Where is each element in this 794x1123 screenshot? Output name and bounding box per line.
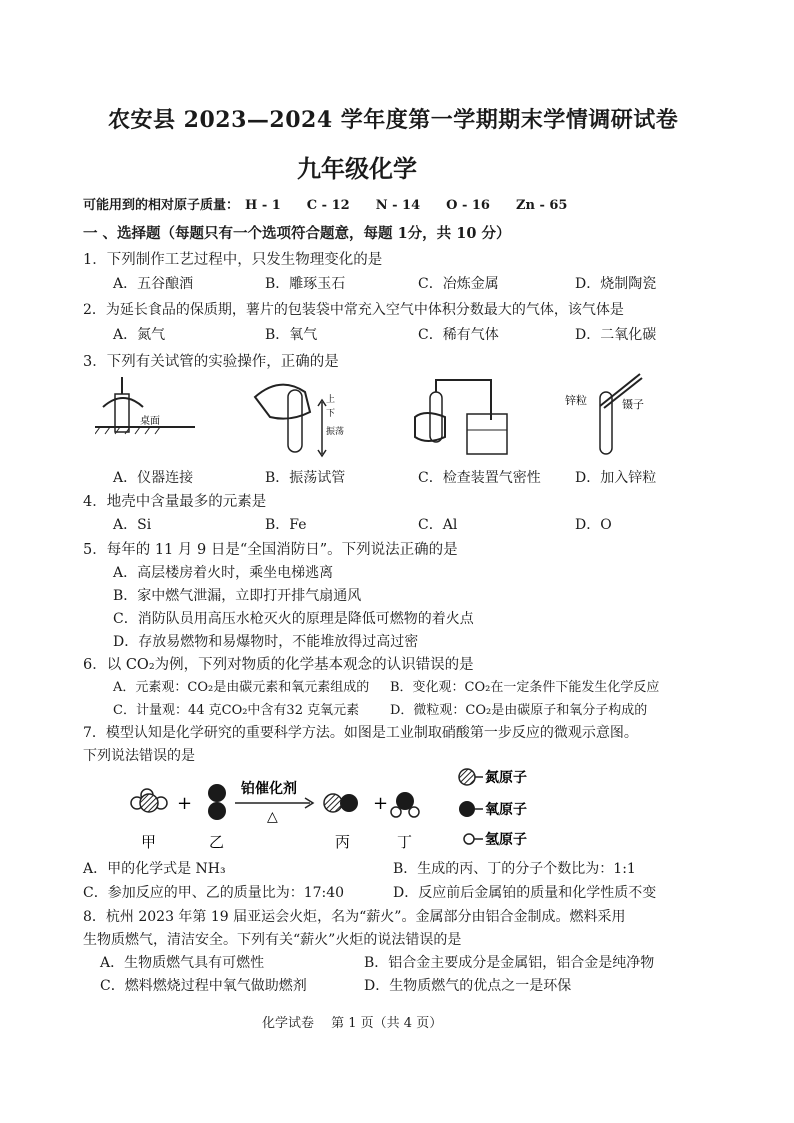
tweezers-label: 镊子 (622, 398, 644, 411)
plus-2: + (373, 793, 389, 814)
q7-stem-line2: 下列说法错误的是 (83, 748, 195, 764)
mass-zn: Zn - 65 (515, 198, 568, 213)
section-heading: 一 、选择题（每题只有一个选项符合题意，每题 1分，共 10 分） (83, 225, 511, 242)
q6-option-c: C．计量观：44 克CO₂中含有32 克氧元素 (113, 703, 360, 718)
q6-stem: 6．以 CO₂为例，下列对物质的化学基本观念的认识错误的是 (83, 657, 474, 673)
q1-option-d: D．烧制陶瓷 (575, 276, 657, 292)
mass-o: O - 16 (446, 198, 490, 213)
legend-nitrogen: 氮原子 (485, 770, 527, 786)
q1-option-a: A．五谷酿酒 (113, 276, 194, 292)
q1-stem: 1．下列制作工艺过程中，只发生物理变化的是 (83, 252, 383, 268)
legend-oxygen: 氧原子 (485, 802, 527, 818)
q7-option-d: D．反应前后金属铂的质量和化学性质不变 (393, 885, 657, 901)
q7-reaction-diagram (115, 765, 675, 853)
q6-option-b: B．变化观：CO₂在一定条件下能发生化学反应 (390, 680, 660, 695)
mass-h: H - 1 (245, 198, 281, 213)
atomic-masses-label: 可能用到的相对原子质量： (83, 198, 240, 213)
q5-option-c: C．消防队员用高压水枪灭火的原理是降低可燃物的着火点 (113, 611, 474, 627)
q5-option-b: B．家中燃气泄漏，立即打开排气扇通风 (113, 588, 362, 604)
q3-figure-b (250, 372, 350, 462)
q3-option-a: A．仪器连接 (113, 470, 194, 486)
q3-figure-c (405, 372, 515, 462)
mass-n: N - 14 (375, 198, 421, 213)
q5-option-d: D．存放易燃物和易爆物时，不能堆放得过高过密 (113, 634, 419, 650)
q4-stem: 4．地壳中含量最多的元素是 (83, 494, 267, 510)
q3-stem: 3．下列有关试管的实验操作，正确的是 (83, 354, 339, 370)
q6-option-d: D．微粒观：CO₂是由碳原子和氧分子构成的 (390, 703, 648, 718)
q1-option-b: B．雕琢玉石 (265, 276, 346, 292)
q7-stem-line1: 7．模型认知是化学研究的重要科学方法。如图是工业制取硝酸第一步反应的微观示意图。 (83, 725, 638, 741)
q5-option-a: A．高层楼房着火时，乘坐电梯逃离 (113, 565, 334, 581)
label-ding: 丁 (397, 833, 413, 851)
q4-option-c: C．Al (418, 517, 458, 533)
q3-figure-a (95, 372, 195, 462)
shake-label: 振荡 (326, 427, 345, 437)
plus-1: + (177, 793, 193, 814)
q2-option-a: A．氮气 (113, 327, 166, 343)
legend (459, 769, 527, 848)
catalyst-label: 铂催化剂 (241, 781, 297, 797)
heat-symbol: △ (267, 809, 278, 825)
exam-title: 农安县 2023—2024 学年度第一学期期末学情调研试卷 (108, 107, 679, 133)
atomic-masses (83, 194, 593, 213)
desk-label: 桌面 (140, 416, 160, 427)
shake-up-label: 上 (326, 395, 336, 405)
molecule-bing (324, 794, 358, 812)
mass-c: C - 12 (306, 198, 350, 213)
q7-option-b: B．生成的丙、丁的分子个数比为：1:1 (393, 861, 636, 877)
q4-option-a: A．Si (113, 517, 152, 533)
label-jia: 甲 (141, 833, 157, 851)
q8-option-a: A．生物质燃气具有可燃性 (100, 955, 265, 971)
q8-stem-line1: 8．杭州 2023 年第 19 届亚运会火炬，名为“薪火”。金属部分由铝合金制成。燃料采用 (83, 909, 626, 925)
label-yi: 乙 (209, 833, 225, 851)
q2-option-d: D．二氧化碳 (575, 327, 657, 343)
q7-option-a: A．甲的化学式是 NH₃ (83, 861, 226, 877)
q7-option-c: C．参加反应的甲、乙的质量比为：17:40 (83, 885, 345, 901)
exam-subtitle: 九年级化学 (297, 154, 417, 183)
label-bing: 丙 (335, 833, 351, 851)
q3-option-c: C．检查装置气密性 (418, 470, 541, 486)
q8-option-d: D．生物质燃气的优点之一是环保 (364, 978, 572, 994)
q2-option-c: C．稀有气体 (418, 327, 499, 343)
q8-option-b: B．铝合金主要成分是金属铝，铝合金是纯净物 (364, 955, 655, 971)
q2-option-b: B．氧气 (265, 327, 318, 343)
q8-option-c: C．燃料燃烧过程中氧气做助燃剂 (100, 978, 307, 994)
page-footer: 化学试卷 第 1 页（共 4 页） (262, 1016, 443, 1031)
q5-stem: 5．每年的 11 月 9 日是“全国消防日”。下列说法正确的是 (83, 542, 458, 558)
molecule-jia (131, 789, 167, 812)
q3-option-b: B．振荡试管 (265, 470, 346, 486)
shake-down-label: 下 (326, 409, 336, 419)
q4-option-b: B．Fe (265, 517, 307, 533)
legend-hydrogen: 氢原子 (485, 832, 527, 848)
molecule-yi (208, 784, 226, 820)
q4-option-d: D．O (575, 517, 612, 533)
zinc-label: 锌粒 (565, 394, 587, 407)
q1-option-c: C．冶炼金属 (418, 276, 499, 292)
q8-stem-line2: 生物质燃气，清洁安全。下列有关“薪火”火炬的说法错误的是 (83, 932, 462, 948)
q2-stem: 2．为延长食品的保质期，薯片的包装袋中常充入空气中体积分数最大的气体，该气体是 (83, 302, 624, 318)
q3-option-d: D．加入锌粒 (575, 470, 657, 486)
molecule-ding (391, 792, 419, 817)
q6-option-a: A．元素观：CO₂是由碳元素和氧元素组成的 (113, 680, 370, 695)
q3-figure-d (560, 372, 680, 462)
